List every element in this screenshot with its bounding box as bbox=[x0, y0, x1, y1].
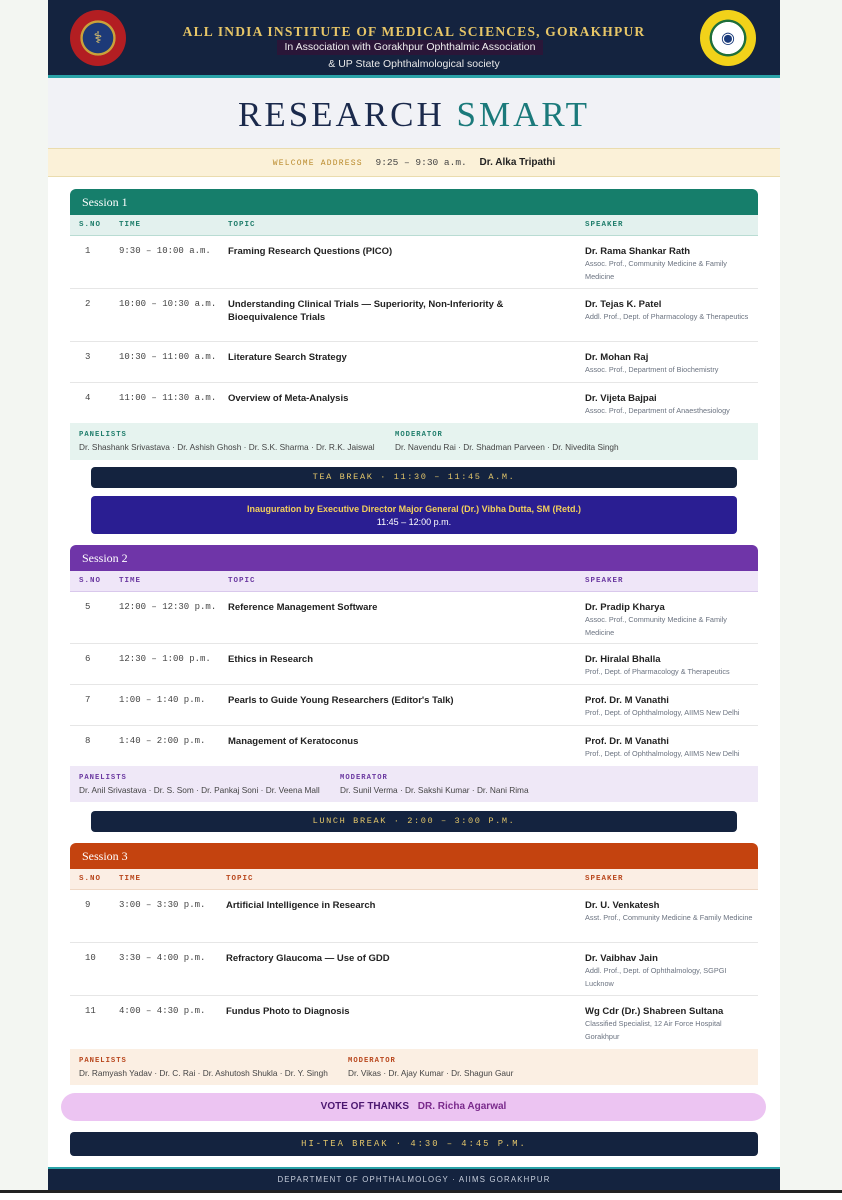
col-time: TIME bbox=[119, 221, 142, 229]
panelists-label: PANELISTS bbox=[79, 431, 127, 439]
col-topic: TOPIC bbox=[226, 875, 254, 883]
row-speaker bbox=[585, 351, 755, 377]
row-topic: Refractory Glaucoma — Use of GDD bbox=[226, 953, 390, 964]
row-topic: Artificial Intelligence in Research bbox=[226, 900, 376, 911]
inauguration-time: 11:45 – 12:00 p.m. bbox=[376, 517, 452, 527]
bottom-rule bbox=[0, 1190, 842, 1200]
speaker-name: Prof. Dr. M Vanathi bbox=[585, 695, 669, 706]
speaker-role: Assoc. Prof., Community Medicine & Family Medicine bbox=[585, 615, 727, 637]
row-topic: Management of Keratoconus bbox=[228, 736, 359, 747]
title-part-1: RESEARCH bbox=[237, 95, 445, 134]
speaker-name: Dr. Hiralal Bhalla bbox=[585, 654, 661, 665]
table-row bbox=[70, 685, 758, 726]
session-title: Session 3 bbox=[70, 843, 758, 869]
panelists-label: PANELISTS bbox=[79, 774, 127, 782]
speaker-role: Classified Specialist, 12 Air Force Hospital Gorakhpur bbox=[585, 1019, 722, 1041]
table-row bbox=[70, 996, 758, 1049]
welcome-address bbox=[48, 148, 780, 177]
row-time: 10:00 – 10:30 a.m. bbox=[119, 299, 217, 309]
eye-icon: ◉ bbox=[721, 30, 735, 47]
panel-box bbox=[70, 1049, 758, 1085]
col-speaker: SPEAKER bbox=[585, 221, 624, 229]
table-row bbox=[70, 890, 758, 943]
table-row bbox=[70, 592, 758, 644]
panelists-label: PANELISTS bbox=[79, 1057, 127, 1065]
col-topic: TOPIC bbox=[228, 221, 256, 229]
vote-of-thanks bbox=[61, 1093, 766, 1121]
row-no: 1 bbox=[85, 246, 91, 256]
footer: DEPARTMENT OF OPHTHALMOLOGY · AIIMS GORAKHPUR bbox=[48, 1167, 780, 1190]
row-topic: Understanding Clinical Trials — Superiority, Non-Inferiority & Bioequivalence Trials bbox=[228, 299, 504, 323]
speaker-name: Dr. Pradip Kharya bbox=[585, 602, 665, 613]
row-speaker bbox=[585, 735, 755, 761]
inauguration-title: Inauguration by Executive Director Major General (Dr.) Vibha Dutta, SM (Retd.) bbox=[247, 504, 581, 514]
table-row bbox=[70, 383, 758, 423]
col-speaker: SPEAKER bbox=[585, 875, 624, 883]
speaker-role: Assoc. Prof., Department of Anaesthesiology bbox=[585, 406, 730, 415]
thanks-label: VOTE OF THANKS bbox=[320, 1101, 409, 1112]
row-speaker bbox=[585, 245, 755, 283]
row-topic: Ethics in Research bbox=[228, 654, 314, 665]
lunch-break: LUNCH BREAK · 2:00 – 3:00 P.M. bbox=[91, 811, 737, 832]
column-header bbox=[70, 215, 758, 236]
row-speaker bbox=[585, 653, 755, 679]
table-row bbox=[70, 644, 758, 685]
row-time: 1:00 – 1:40 p.m. bbox=[119, 695, 206, 705]
row-no: 5 bbox=[85, 602, 91, 612]
row-speaker bbox=[585, 952, 755, 990]
table-row bbox=[70, 236, 758, 289]
row-no: 7 bbox=[85, 695, 91, 705]
row-time: 3:00 – 3:30 p.m. bbox=[119, 900, 206, 910]
col-sno: S.NO bbox=[79, 577, 102, 585]
speaker-name: Dr. Vaibhav Jain bbox=[585, 953, 658, 964]
welcome-time: 9:25 – 9:30 a.m. bbox=[375, 157, 467, 168]
speaker-role: Prof., Dept. of Pharmacology & Therapeutics bbox=[585, 667, 730, 676]
header bbox=[48, 0, 780, 78]
moderator-label: MODERATOR bbox=[340, 774, 388, 782]
row-no: 6 bbox=[85, 654, 91, 664]
col-time: TIME bbox=[119, 577, 142, 585]
row-topic: Framing Research Questions (PICO) bbox=[228, 246, 393, 257]
panelists-names: Dr. Anil Srivastava · Dr. S. Som · Dr. Pankaj Soni · Dr. Veena Mall bbox=[79, 785, 320, 795]
speaker-role: Assoc. Prof., Department of Biochemistry bbox=[585, 365, 719, 374]
row-topic: Fundus Photo to Diagnosis bbox=[226, 1006, 350, 1017]
session-1 bbox=[70, 189, 758, 460]
row-no: 8 bbox=[85, 736, 91, 746]
row-time: 10:30 – 11:00 a.m. bbox=[119, 352, 217, 362]
speaker-name: Prof. Dr. M Vanathi bbox=[585, 736, 669, 747]
speaker-role: Prof., Dept. of Ophthalmology, AIIMS New Delhi bbox=[585, 749, 740, 758]
speaker-name: Dr. Mohan Raj bbox=[585, 352, 649, 363]
institute-name: ALL INDIA INSTITUTE OF MEDICAL SCIENCES, GORAKHPUR bbox=[182, 24, 646, 39]
row-no: 2 bbox=[85, 299, 91, 309]
row-topic: Literature Search Strategy bbox=[228, 352, 347, 363]
moderator-names: Dr. Vikas · Dr. Ajay Kumar · Dr. Shagun Gaur bbox=[348, 1068, 514, 1078]
row-time: 4:00 – 4:30 p.m. bbox=[119, 1006, 206, 1016]
row-no: 4 bbox=[85, 393, 91, 403]
program-page bbox=[48, 0, 780, 1190]
row-no: 11 bbox=[85, 1006, 96, 1016]
panel-box bbox=[70, 766, 758, 802]
row-no: 10 bbox=[85, 953, 96, 963]
session-title: Session 2 bbox=[70, 545, 758, 571]
inauguration bbox=[91, 496, 737, 534]
speaker-role: Prof., Dept. of Ophthalmology, AIIMS New Delhi bbox=[585, 708, 740, 717]
moderator-label: MODERATOR bbox=[348, 1057, 396, 1065]
col-topic: TOPIC bbox=[228, 577, 256, 585]
speaker-role: Addl. Prof., Dept. of Ophthalmology, SGPGI Lucknow bbox=[585, 966, 727, 988]
moderator-names: Dr. Sunil Verma · Dr. Sakshi Kumar · Dr. Nani Rima bbox=[340, 785, 529, 795]
col-speaker: SPEAKER bbox=[585, 577, 624, 585]
row-topic: Reference Management Software bbox=[228, 602, 378, 613]
speaker-name: Dr. U. Venkatesh bbox=[585, 900, 660, 911]
session-3 bbox=[70, 843, 758, 1085]
speaker-role: Assoc. Prof., Community Medicine & Family Medicine bbox=[585, 259, 727, 281]
table-row bbox=[70, 289, 758, 342]
table-row bbox=[70, 726, 758, 766]
row-time: 1:40 – 2:00 p.m. bbox=[119, 736, 206, 746]
welcome-label: WELCOME ADDRESS bbox=[272, 159, 363, 168]
row-speaker bbox=[585, 298, 755, 324]
panelists-names: Dr. Ramyash Yadav · Dr. C. Rai · Dr. Ashutosh Shukla · Dr. Y. Singh bbox=[79, 1068, 328, 1078]
col-time: TIME bbox=[119, 875, 142, 883]
row-time: 9:30 – 10:00 a.m. bbox=[119, 246, 211, 256]
row-time: 12:30 – 1:00 p.m. bbox=[119, 654, 211, 664]
column-header bbox=[70, 571, 758, 592]
thanks-name: DR. Richa Agarwal bbox=[417, 1101, 507, 1112]
speaker-name: Dr. Tejas K. Patel bbox=[585, 299, 662, 310]
table-row bbox=[70, 943, 758, 996]
speaker-role: Addl. Prof., Dept. of Pharmacology & Therapeutics bbox=[585, 312, 749, 321]
row-no: 9 bbox=[85, 900, 91, 910]
row-speaker bbox=[585, 601, 755, 639]
column-header bbox=[70, 869, 758, 890]
row-time: 11:00 – 11:30 a.m. bbox=[119, 393, 217, 403]
association-line-1: In Association with Gorakhpur Ophthalmic Association bbox=[277, 40, 543, 55]
hi-tea-break: HI-TEA BREAK · 4:30 – 4:45 P.M. bbox=[70, 1132, 758, 1156]
panel-box bbox=[70, 423, 758, 460]
speaker-name: Dr. Rama Shankar Rath bbox=[585, 246, 691, 257]
speaker-role: Asst. Prof., Community Medicine & Family Medicine bbox=[585, 913, 753, 922]
col-sno: S.NO bbox=[79, 221, 102, 229]
session-2 bbox=[70, 545, 758, 802]
row-speaker bbox=[585, 1005, 755, 1043]
row-speaker bbox=[585, 694, 755, 720]
tea-break: TEA BREAK · 11:30 – 11:45 A.M. bbox=[91, 467, 737, 488]
row-topic: Overview of Meta-Analysis bbox=[228, 393, 349, 404]
row-speaker bbox=[585, 392, 755, 418]
speaker-name: Wg Cdr (Dr.) Shabreen Sultana bbox=[585, 1006, 724, 1017]
col-sno: S.NO bbox=[79, 875, 102, 883]
association-line-2: & UP State Ophthalmological society bbox=[328, 58, 500, 70]
title-band bbox=[48, 78, 780, 148]
caduceus-icon: ⚕ bbox=[93, 30, 103, 47]
row-topic: Pearls to Guide Young Researchers (Editor's Talk) bbox=[228, 695, 454, 706]
moderator-names: Dr. Navendu Rai · Dr. Shadman Parveen · Dr. Nivedita Singh bbox=[395, 442, 619, 452]
table-row bbox=[70, 342, 758, 383]
row-no: 3 bbox=[85, 352, 91, 362]
row-speaker bbox=[585, 899, 755, 925]
moderator-label: MODERATOR bbox=[395, 431, 443, 439]
association-logo bbox=[700, 10, 756, 66]
welcome-speaker: Dr. Alka Tripathi bbox=[479, 157, 556, 168]
row-time: 12:00 – 12:30 p.m. bbox=[119, 602, 217, 612]
session-title: Session 1 bbox=[70, 189, 758, 215]
row-time: 3:30 – 4:00 p.m. bbox=[119, 953, 206, 963]
page-title bbox=[48, 95, 780, 135]
title-part-2: SMART bbox=[456, 95, 591, 134]
speaker-name: Dr. Vijeta Bajpai bbox=[585, 393, 657, 404]
panelists-names: Dr. Shashank Srivastava · Dr. Ashish Ghosh · Dr. S.K. Sharma · Dr. R.K. Jaiswal bbox=[79, 442, 375, 452]
